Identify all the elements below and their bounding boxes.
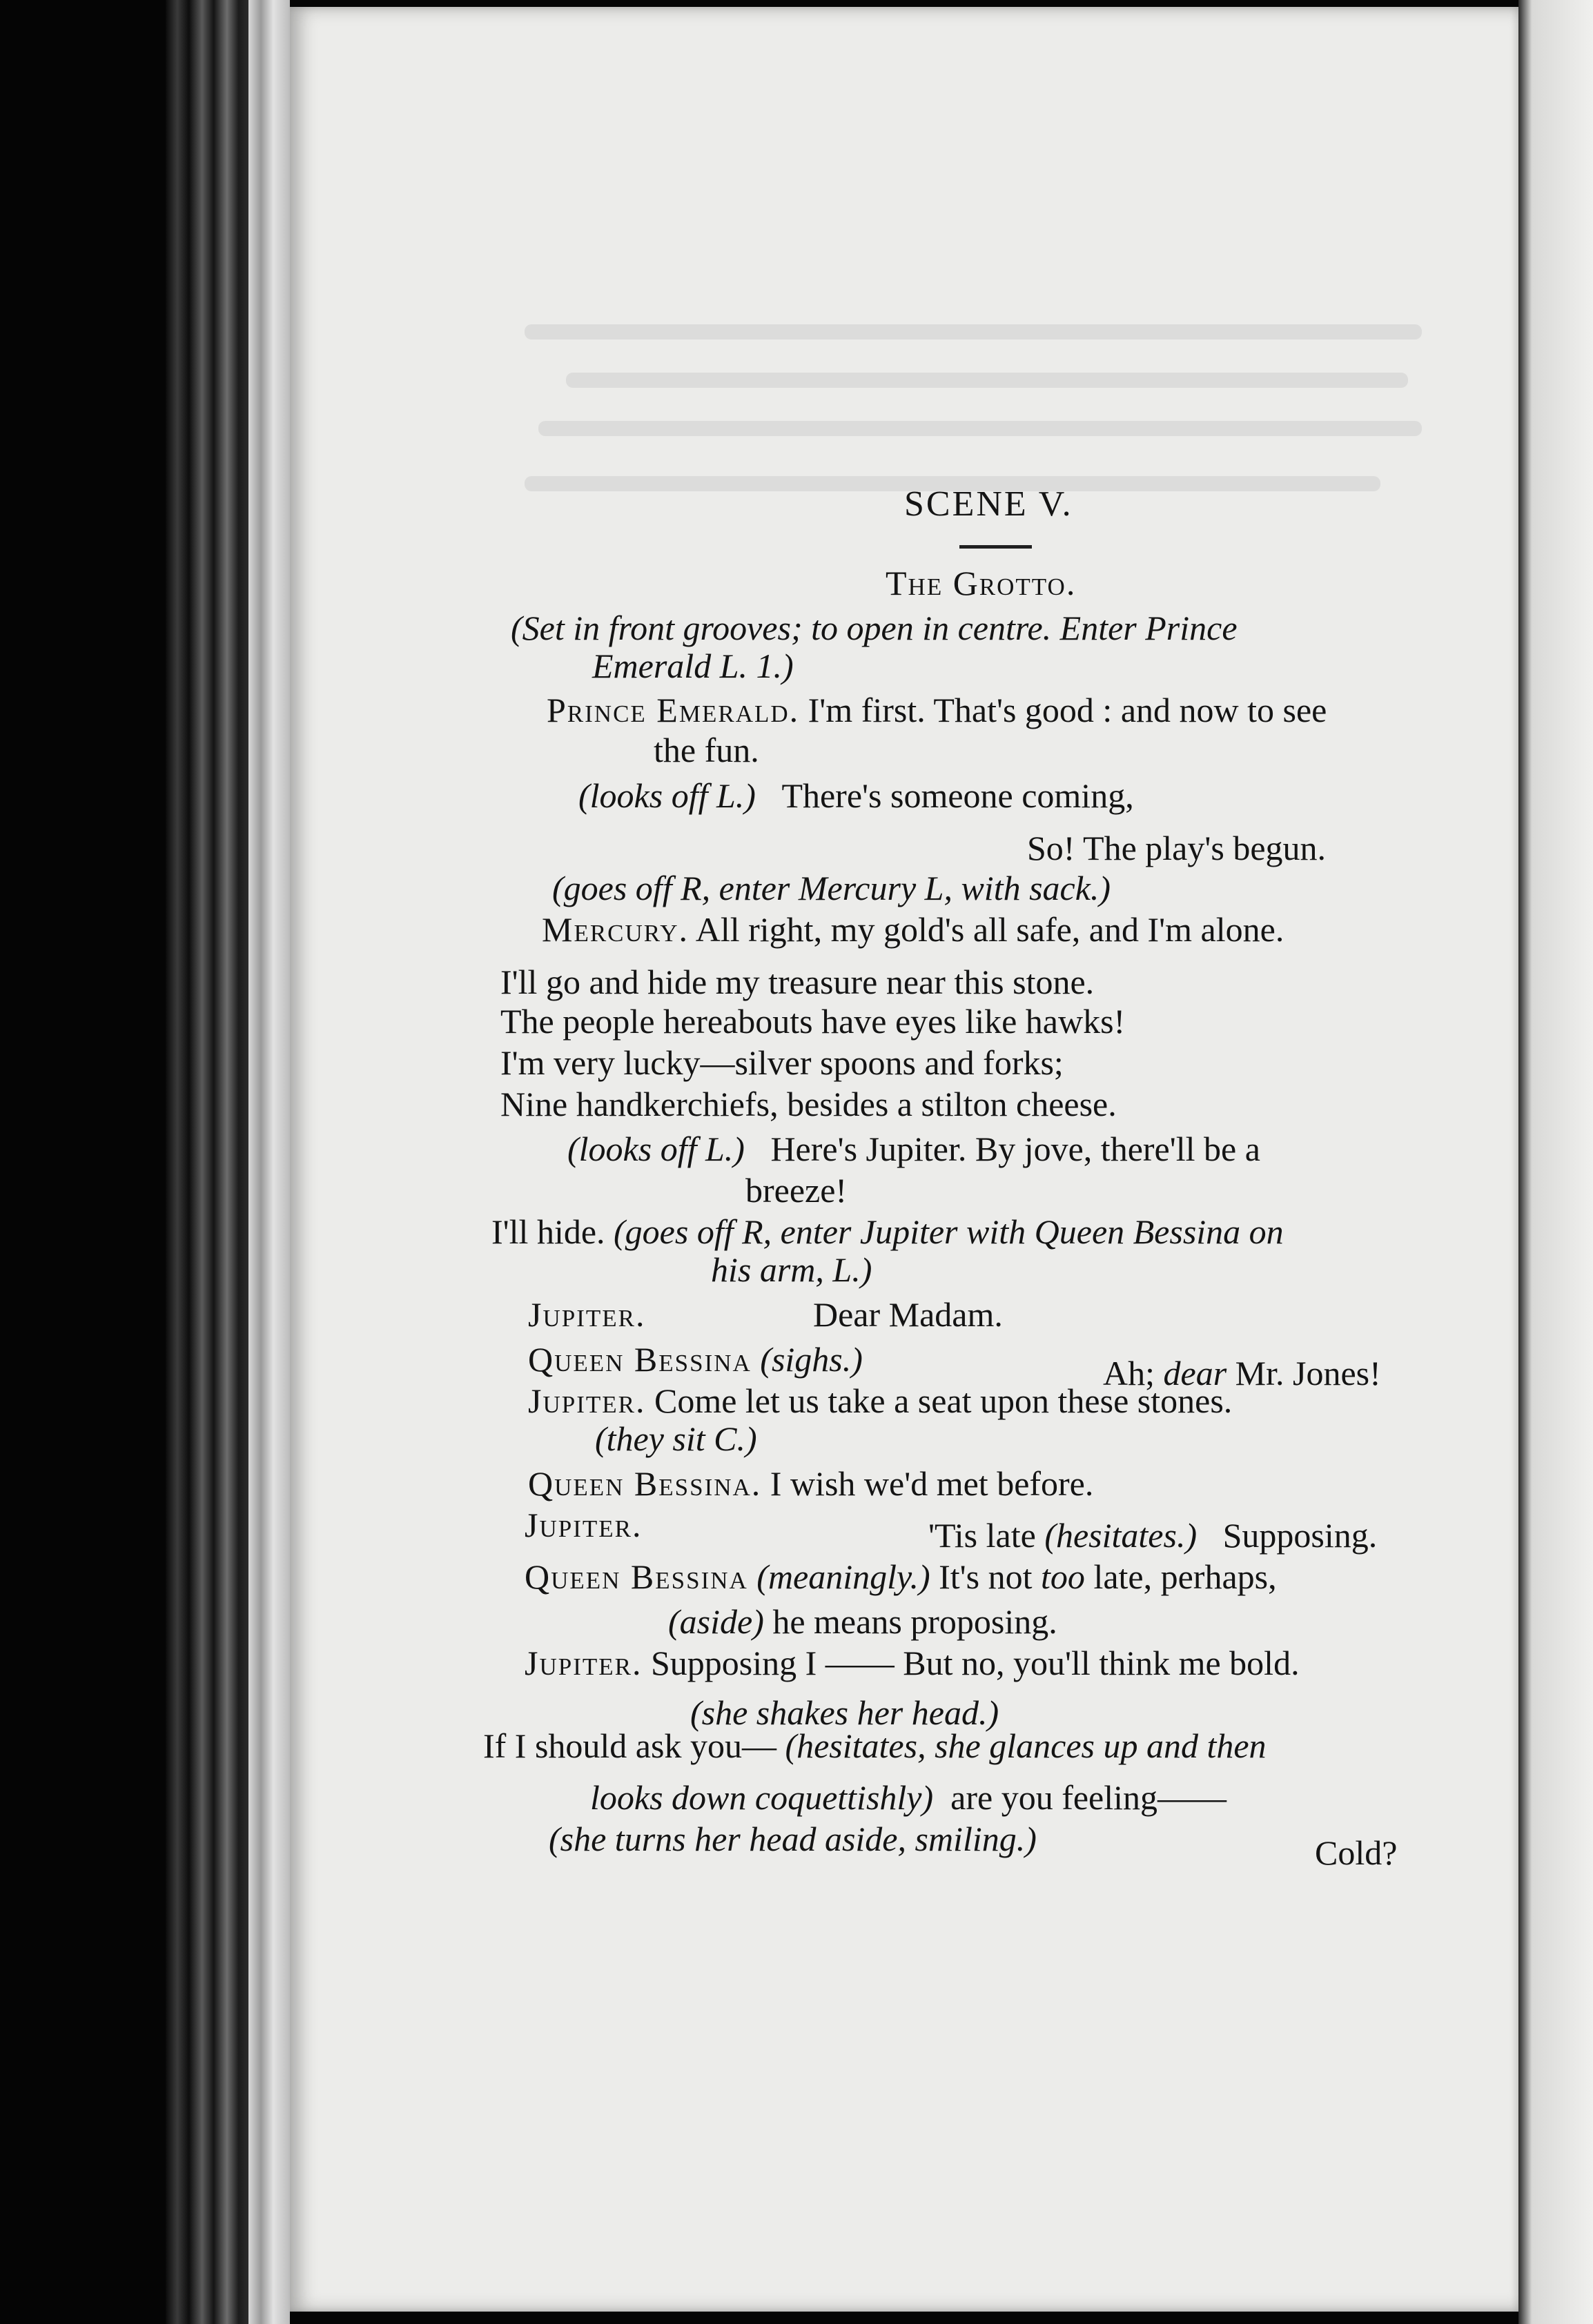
speaker-name: Queen Bessina — [528, 1340, 752, 1379]
dialogue-text: 'Tis late — [928, 1516, 1036, 1555]
stage-direction: (hesitates.) — [1044, 1516, 1198, 1555]
speaker-name: Jupiter. — [528, 1295, 646, 1334]
dialogue-text: I'm first. That's good : and now to see — [808, 691, 1327, 729]
dialogue-line — [547, 693, 1327, 727]
stage-direction: looks down coquettishly) — [590, 1778, 934, 1817]
show-through-text — [538, 421, 1422, 436]
book-spine-edge — [166, 0, 248, 2324]
dialogue-text: All right, my gold's all safe, and I'm alone. — [695, 910, 1284, 949]
speaker-name: Queen Bessina. — [528, 1464, 762, 1503]
stage-direction: (aside) — [668, 1602, 764, 1641]
facing-page-edge — [1518, 0, 1593, 2324]
stage-direction: (looks off L.) — [567, 1130, 745, 1168]
dialogue-text: Here's Jupiter. By jove, there'll be a — [770, 1130, 1260, 1168]
dialogue-line — [567, 1132, 1260, 1166]
dialogue-line — [528, 1342, 863, 1377]
stage-direction: his arm, L.) — [711, 1250, 872, 1289]
dialogue-line — [578, 778, 1134, 813]
dialogue-line: The people hereabouts have eyes like hawks! — [500, 1002, 1126, 1041]
dialogue-text: Mr. Jones! — [1235, 1354, 1381, 1392]
dialogue-line: I'm very lucky—silver spoons and forks; — [500, 1043, 1064, 1082]
dialogue-line — [542, 912, 1284, 947]
dialogue-text: he means proposing. — [772, 1602, 1057, 1641]
dialogue-line — [525, 1646, 1300, 1680]
dialogue-text: Supposing. — [1222, 1516, 1378, 1555]
speaker-name: Mercury. — [542, 910, 689, 949]
dialogue-text: If I should ask you— — [483, 1726, 776, 1765]
stage-direction: (meaningly.) — [756, 1557, 930, 1596]
dialogue-line — [483, 1726, 1267, 1765]
stage-direction: (goes off R, enter Mercury L, with sack.) — [552, 869, 1111, 907]
dialogue-line — [491, 1214, 1284, 1249]
stage-direction: (Set in front grooves; to open in centre. Enter Prince — [511, 609, 1238, 647]
scene-title: SCENE V. — [904, 484, 1073, 524]
dialogue-line: I'll go and hide my treasure near this stone. — [500, 963, 1095, 1001]
speaker-name: Jupiter. — [525, 1506, 643, 1544]
dialogue-text: Come let us take a seat upon these stones. — [654, 1381, 1233, 1420]
dialogue-line — [525, 1559, 1277, 1594]
speaker-name: Jupiter. — [528, 1381, 646, 1420]
dialogue-text: Cold? — [1315, 1833, 1398, 1872]
scene-setting: The Grotto. — [886, 564, 1077, 602]
stage-direction: (looks off L.) — [578, 776, 756, 815]
dialogue-line: breeze! — [745, 1171, 848, 1210]
title-rule — [959, 545, 1032, 549]
stage-direction: (she turns her head aside, smiling.) — [549, 1820, 1037, 1858]
dialogue-text: There's someone coming, — [781, 776, 1134, 815]
speaker-name: Queen Bessina — [525, 1557, 748, 1596]
dialogue-text: Supposing I —— But no, you'll think me bold. — [650, 1644, 1300, 1682]
speaker-name: Jupiter. — [525, 1644, 643, 1682]
dialogue-line — [590, 1780, 1226, 1815]
dialogue-text: late, perhaps, — [1093, 1557, 1277, 1596]
page-stack-edge — [248, 0, 290, 2324]
stage-direction: (goes off R, enter Jupiter with Queen Bessina on — [614, 1212, 1284, 1251]
stage-direction: Emerald L. 1.) — [592, 647, 794, 685]
stage-direction: (they sit C.) — [595, 1419, 757, 1458]
show-through-text — [566, 373, 1408, 388]
dialogue-line: So! The play's begun. — [1027, 829, 1327, 867]
show-through-text — [525, 324, 1422, 339]
dialogue-text: are you feeling—— — [950, 1778, 1227, 1817]
dialogue-line: Nine handkerchiefs, besides a stilton cheese. — [500, 1085, 1117, 1123]
stage-direction: (sighs.) — [760, 1340, 863, 1379]
dialogue-line — [528, 1383, 1232, 1418]
dialogue-line — [668, 1604, 1057, 1639]
dialogue-text: It's not — [939, 1557, 1033, 1596]
dialogue-line — [928, 1518, 1377, 1553]
speaker-name: Prince Emerald. — [547, 691, 800, 729]
dialogue-text: I wish we'd met before. — [770, 1464, 1094, 1503]
dialogue-text: Ah; — [1103, 1354, 1155, 1392]
dialogue-emphasis: too — [1041, 1557, 1085, 1596]
stage-direction: (she shakes her head.) — [690, 1693, 999, 1732]
dialogue-emphasis: dear — [1163, 1354, 1227, 1392]
dialogue-line: the fun. — [654, 731, 759, 769]
stage-direction: (hesitates, she glances up and then — [785, 1726, 1267, 1765]
dialogue-line — [528, 1466, 1093, 1501]
dialogue-text: I'll hide. — [491, 1212, 605, 1251]
dialogue-text: Dear Madam. — [813, 1295, 1003, 1334]
